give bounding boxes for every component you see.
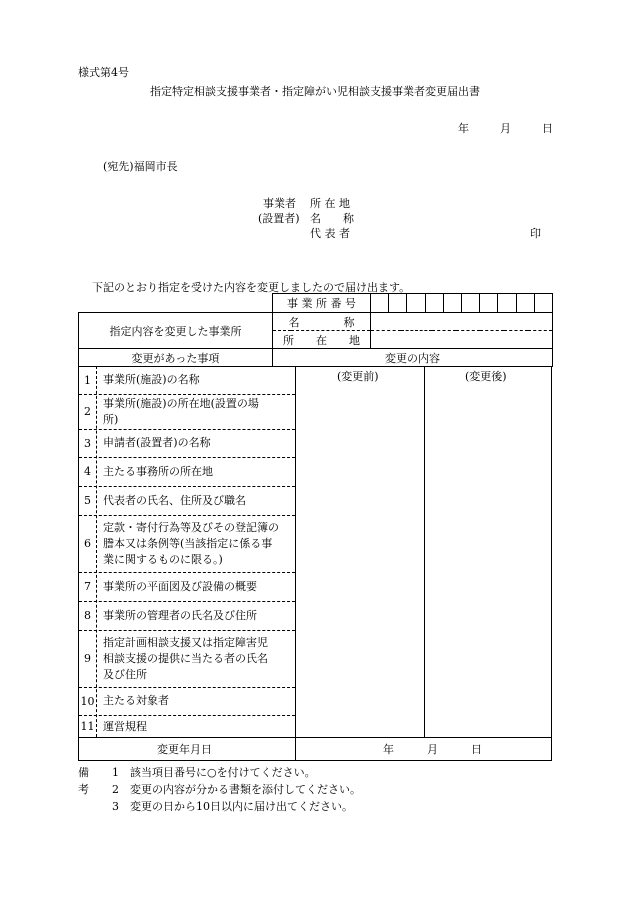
item-number: 10	[80, 694, 95, 708]
before-label: (変更前)	[337, 370, 379, 383]
office-name-label: 名 称	[273, 313, 371, 331]
office-number-label: 事 業 所 番 号	[273, 294, 371, 313]
applicant-rep-label: 代 表 者	[310, 227, 350, 240]
applicant-label-1: 事業者	[263, 197, 296, 210]
item-text: 申請者(設置者)の名称	[103, 436, 211, 449]
item-number: 11	[80, 720, 95, 733]
change-date-value[interactable]: 年 月 日	[383, 743, 482, 756]
seal-mark: 印	[530, 227, 541, 240]
item-row[interactable]	[79, 457, 295, 487]
item-number: 1	[84, 373, 91, 387]
office-number-boxes[interactable]	[371, 294, 553, 313]
office-left-label: 指定内容を変更した事業所	[79, 313, 273, 349]
item-row[interactable]	[79, 601, 295, 631]
date-year: 年	[458, 122, 469, 135]
item-number: 2	[84, 405, 91, 418]
item-number: 4	[84, 465, 91, 478]
applicant-name-label: 名 称	[310, 212, 354, 225]
date-month: 月	[500, 122, 511, 135]
item-row[interactable]	[79, 394, 295, 430]
item-text: 定款・寄付行為等及びその登記簿の 謄本又は条例等(当該指定に係る事 業に関するものに限る。)	[103, 520, 279, 566]
change-date-label: 変更年月日	[157, 743, 212, 756]
intro-text: 下記のとおり指定を受けた内容を変更しましたので届け出ます。	[92, 281, 411, 294]
remarks-label: 備考	[78, 766, 89, 796]
item-number: 7	[84, 580, 91, 593]
change-date-row	[78, 737, 552, 761]
item-text: 事業所の平面図及び設備の概要	[103, 579, 257, 593]
item-text: 主たる事務所の所在地	[103, 464, 213, 478]
item-row[interactable]	[79, 486, 295, 516]
document-title: 指定特定相談支援事業者・指定障がい児相談支援事業者変更届出書	[150, 85, 480, 98]
applicant-address-label: 所 在 地	[310, 197, 350, 210]
date-day: 日	[542, 122, 553, 135]
after-label: (変更後)	[465, 370, 507, 383]
form-number: 様式第4号	[78, 66, 129, 79]
item-number: 8	[84, 609, 91, 622]
submission-date	[458, 123, 553, 134]
office-address-label: 所 在 地	[273, 331, 371, 349]
change-content-header: 変更の内容	[273, 349, 553, 367]
remark-note: 1 該当項目番号に○を付けてください。	[112, 766, 316, 779]
addressee: (宛先)福岡市長	[103, 160, 178, 173]
item-number: 3	[84, 436, 91, 450]
item-text: 事業所(施設)の名称	[103, 373, 200, 386]
items-block	[78, 366, 552, 738]
office-name-field[interactable]	[371, 313, 553, 331]
change-form-table	[78, 293, 553, 367]
item-number: 9	[84, 652, 91, 665]
office-address-field[interactable]	[371, 331, 553, 349]
item-row[interactable]	[79, 366, 295, 395]
remark-note: 3 変更の日から10日以内に届け出てください。	[112, 800, 353, 813]
item-row[interactable]	[79, 715, 295, 738]
applicant-label-2: (設置者)	[258, 212, 300, 225]
item-text: 事業所(施設)の所在地(設置の場 所)	[103, 396, 259, 426]
item-row[interactable]	[79, 572, 295, 602]
item-row[interactable]	[79, 630, 295, 688]
item-number: 6	[84, 537, 91, 550]
item-text: 代表者の氏名、住所及び職名	[103, 493, 246, 507]
item-row[interactable]	[79, 515, 295, 573]
remark-note: 2 変更の内容が分かる書類を添付してください。	[112, 783, 361, 796]
item-number: 5	[84, 494, 91, 507]
item-text: 事業所の管理者の氏名及び住所	[103, 608, 257, 622]
item-text: 指定計画相談支援又は指定障害児 相談支援の提供に当たる者の氏名 及び住所	[103, 635, 268, 681]
item-row[interactable]	[79, 429, 295, 458]
item-text: 運営規程	[103, 719, 147, 733]
item-text: 主たる対象者	[103, 694, 169, 707]
item-row[interactable]	[79, 687, 295, 716]
changed-item-header: 変更があった事項	[79, 349, 273, 367]
